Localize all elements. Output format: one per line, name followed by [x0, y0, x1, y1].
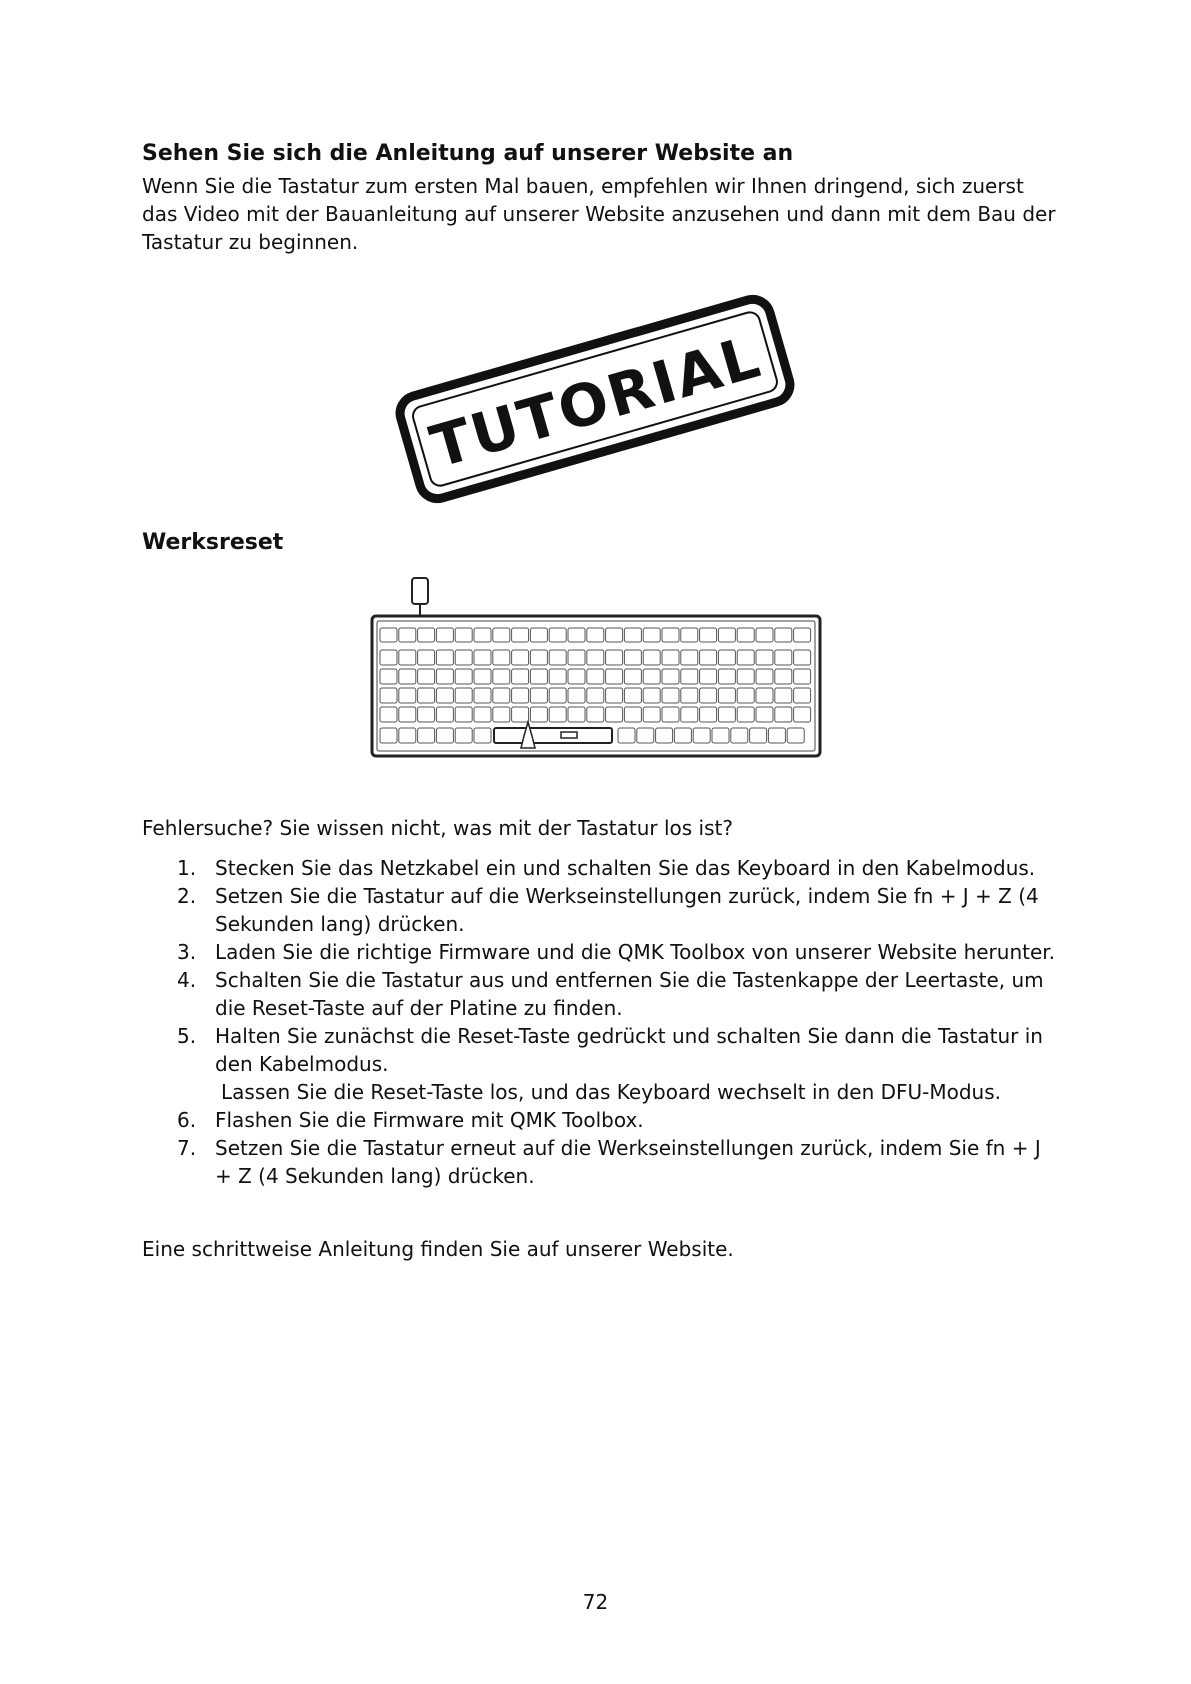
list-item [142, 938, 1062, 966]
keycap [380, 728, 397, 743]
keycap [624, 628, 641, 642]
keycap [643, 669, 660, 684]
keycap [606, 650, 623, 665]
keycap [643, 707, 660, 722]
keycap [399, 728, 416, 743]
keycap [794, 707, 811, 722]
keycap [618, 728, 635, 743]
keycap [418, 688, 435, 703]
keycap [380, 707, 397, 722]
keycap [756, 669, 773, 684]
keycap [643, 628, 660, 642]
keycap [474, 688, 491, 703]
keycap [436, 650, 453, 665]
step-number: 4. [177, 968, 197, 992]
keycap [662, 628, 679, 642]
keycap [474, 650, 491, 665]
step-text: Halten Sie zunächst die Reset-Taste gedrückt und schalten Sie dann die Tastatur in den Kabelmodus. [215, 1024, 1043, 1076]
keycap [768, 728, 785, 743]
step-number: 2. [177, 884, 197, 908]
keycap [700, 688, 717, 703]
keycap [549, 650, 566, 665]
keycap [455, 669, 472, 684]
keycap [718, 669, 735, 684]
keycap [700, 669, 717, 684]
keycap [775, 669, 792, 684]
keycap [662, 650, 679, 665]
keycap [512, 688, 529, 703]
factory-reset-heading: Werksreset [142, 530, 284, 555]
list-item [142, 966, 1062, 1022]
keycap [380, 669, 397, 684]
keyboard-diagram [366, 572, 826, 772]
keycap [512, 650, 529, 665]
keycap [681, 669, 698, 684]
tutorial-heading: Sehen Sie sich die Anleitung auf unserer Website an [142, 141, 794, 166]
keycap [662, 707, 679, 722]
keycap [549, 628, 566, 642]
spacebar-reset-area [494, 728, 612, 743]
keycap [455, 688, 472, 703]
keycap [756, 628, 773, 642]
keycap [493, 628, 510, 642]
keycap [775, 707, 792, 722]
keycap [775, 688, 792, 703]
keycap [493, 650, 510, 665]
keycap [399, 688, 416, 703]
keycap [775, 650, 792, 665]
step-number: 6. [177, 1108, 197, 1132]
keycap [737, 628, 754, 642]
keycap [681, 650, 698, 665]
step-text: Flashen Sie die Firmware mit QMK Toolbox. [215, 1108, 644, 1132]
keycap [700, 628, 717, 642]
keycap [737, 669, 754, 684]
keycap [681, 628, 698, 642]
keycap [549, 669, 566, 684]
keycap [643, 688, 660, 703]
step-number: 3. [177, 940, 197, 964]
keycap [794, 669, 811, 684]
step-text: Setzen Sie die Tastatur erneut auf die Werkseinstellungen zurück, indem Sie fn + J + Z (4 Sekunden lang) drücken. [215, 1136, 1041, 1188]
keycap [512, 669, 529, 684]
keycap [436, 669, 453, 684]
reset-button [561, 732, 577, 738]
step-number: 7. [177, 1136, 197, 1160]
keycap [643, 650, 660, 665]
keycap [568, 688, 585, 703]
list-item [142, 1106, 1062, 1134]
keycap [530, 650, 547, 665]
keycap [662, 688, 679, 703]
tutorial-paragraph: Wenn Sie die Tastatur zum ersten Mal bauen, empfehlen wir Ihnen dringend, sich zuerst das Video mit der Bauanleitung auf unserer Website anzusehen und dann mit dem Bau der Tastatur zu beginnen. [142, 174, 1056, 254]
keycap [493, 707, 510, 722]
step-note: Lassen Sie die Reset-Taste los, und das Keyboard wechselt in den DFU-Modus. [221, 1080, 1002, 1104]
keycap [718, 707, 735, 722]
keycap [530, 707, 547, 722]
keycap [549, 688, 566, 703]
step-text: Schalten Sie die Tastatur aus und entfernen Sie die Tastenkappe der Leertaste, um die Reset-Taste auf der Platine zu finden. [215, 968, 1044, 1020]
keycap [718, 628, 735, 642]
keycap [624, 707, 641, 722]
keycap [436, 728, 453, 743]
keycap [418, 650, 435, 665]
keycap [662, 669, 679, 684]
keycap [712, 728, 729, 743]
keycap [681, 688, 698, 703]
keycap [718, 650, 735, 665]
keycap [455, 707, 472, 722]
keycap [737, 707, 754, 722]
keycap [568, 650, 585, 665]
keycap [756, 688, 773, 703]
keycap [399, 707, 416, 722]
tutorial-stamp [396, 295, 794, 503]
keycap [436, 688, 453, 703]
keycap [794, 628, 811, 642]
keycap [568, 669, 585, 684]
keycap [624, 688, 641, 703]
keycap [549, 707, 566, 722]
keycap [418, 628, 435, 642]
keycap [606, 669, 623, 684]
keycap [787, 728, 804, 743]
keycap [587, 669, 604, 684]
keycap [587, 628, 604, 642]
keycap [624, 650, 641, 665]
keycap [512, 707, 529, 722]
keycap [380, 628, 397, 642]
keycap [380, 650, 397, 665]
keycap [399, 628, 416, 642]
keycap [474, 728, 491, 743]
keycap [606, 707, 623, 722]
keycap [474, 707, 491, 722]
keycap [455, 650, 472, 665]
keycap [568, 628, 585, 642]
page-number: 72 [582, 1590, 609, 1614]
keycap [794, 688, 811, 703]
keycap [637, 728, 654, 743]
keycap [418, 669, 435, 684]
step-number: 1. [177, 856, 197, 880]
keycap [455, 728, 472, 743]
keycap [587, 707, 604, 722]
step-text: Laden Sie die richtige Firmware und die QMK Toolbox von unserer Website herunter. [215, 940, 1056, 964]
keycap [624, 669, 641, 684]
usb-plug-icon [412, 578, 428, 604]
keycap [436, 628, 453, 642]
step-text: Setzen Sie die Tastatur auf die Werkseinstellungen zurück, indem Sie fn + J + Z (4 Sekunden lang) drücken. [215, 884, 1039, 936]
keycap [530, 688, 547, 703]
keycap [606, 688, 623, 703]
keycap [493, 688, 510, 703]
keycap [568, 707, 585, 722]
tutorial-stamp-text: TUTORIAL [423, 322, 769, 482]
step-text: Stecken Sie das Netzkabel ein und schalten Sie das Keyboard in den Kabelmodus. [215, 856, 1036, 880]
tutorial-stamp-image [385, 284, 805, 514]
keycap [656, 728, 673, 743]
keycap [512, 628, 529, 642]
keycap [380, 688, 397, 703]
keycap [587, 650, 604, 665]
list-item [142, 854, 1062, 882]
keycap [606, 628, 623, 642]
keycap [399, 669, 416, 684]
keycap [530, 669, 547, 684]
list-item [142, 1022, 1062, 1106]
keycap [794, 650, 811, 665]
keycap [756, 650, 773, 665]
closing-note: Eine schrittweise Anleitung finden Sie auf unserer Website. [142, 1237, 734, 1261]
keycap [737, 688, 754, 703]
list-item [142, 882, 1062, 938]
keycap [493, 669, 510, 684]
keycap [399, 650, 416, 665]
keycap [674, 728, 691, 743]
keycap [756, 707, 773, 722]
keycap [737, 650, 754, 665]
keycap [418, 728, 435, 743]
keycap [587, 688, 604, 703]
keycap [718, 688, 735, 703]
keycap [455, 628, 472, 642]
list-item [142, 1134, 1062, 1190]
keycap [731, 728, 748, 743]
keycap [681, 707, 698, 722]
keycap [775, 628, 792, 642]
keycap [750, 728, 767, 743]
keycap [436, 707, 453, 722]
step-number: 5. [177, 1024, 197, 1048]
keycap [474, 628, 491, 642]
reset-steps-list [142, 854, 1062, 1190]
keycap [700, 707, 717, 722]
keycap [418, 707, 435, 722]
keycap [474, 669, 491, 684]
keycap [530, 628, 547, 642]
keycap [700, 650, 717, 665]
troubleshooting-intro: Fehlersuche? Sie wissen nicht, was mit der Tastatur los ist? [142, 816, 733, 840]
keycap [693, 728, 710, 743]
